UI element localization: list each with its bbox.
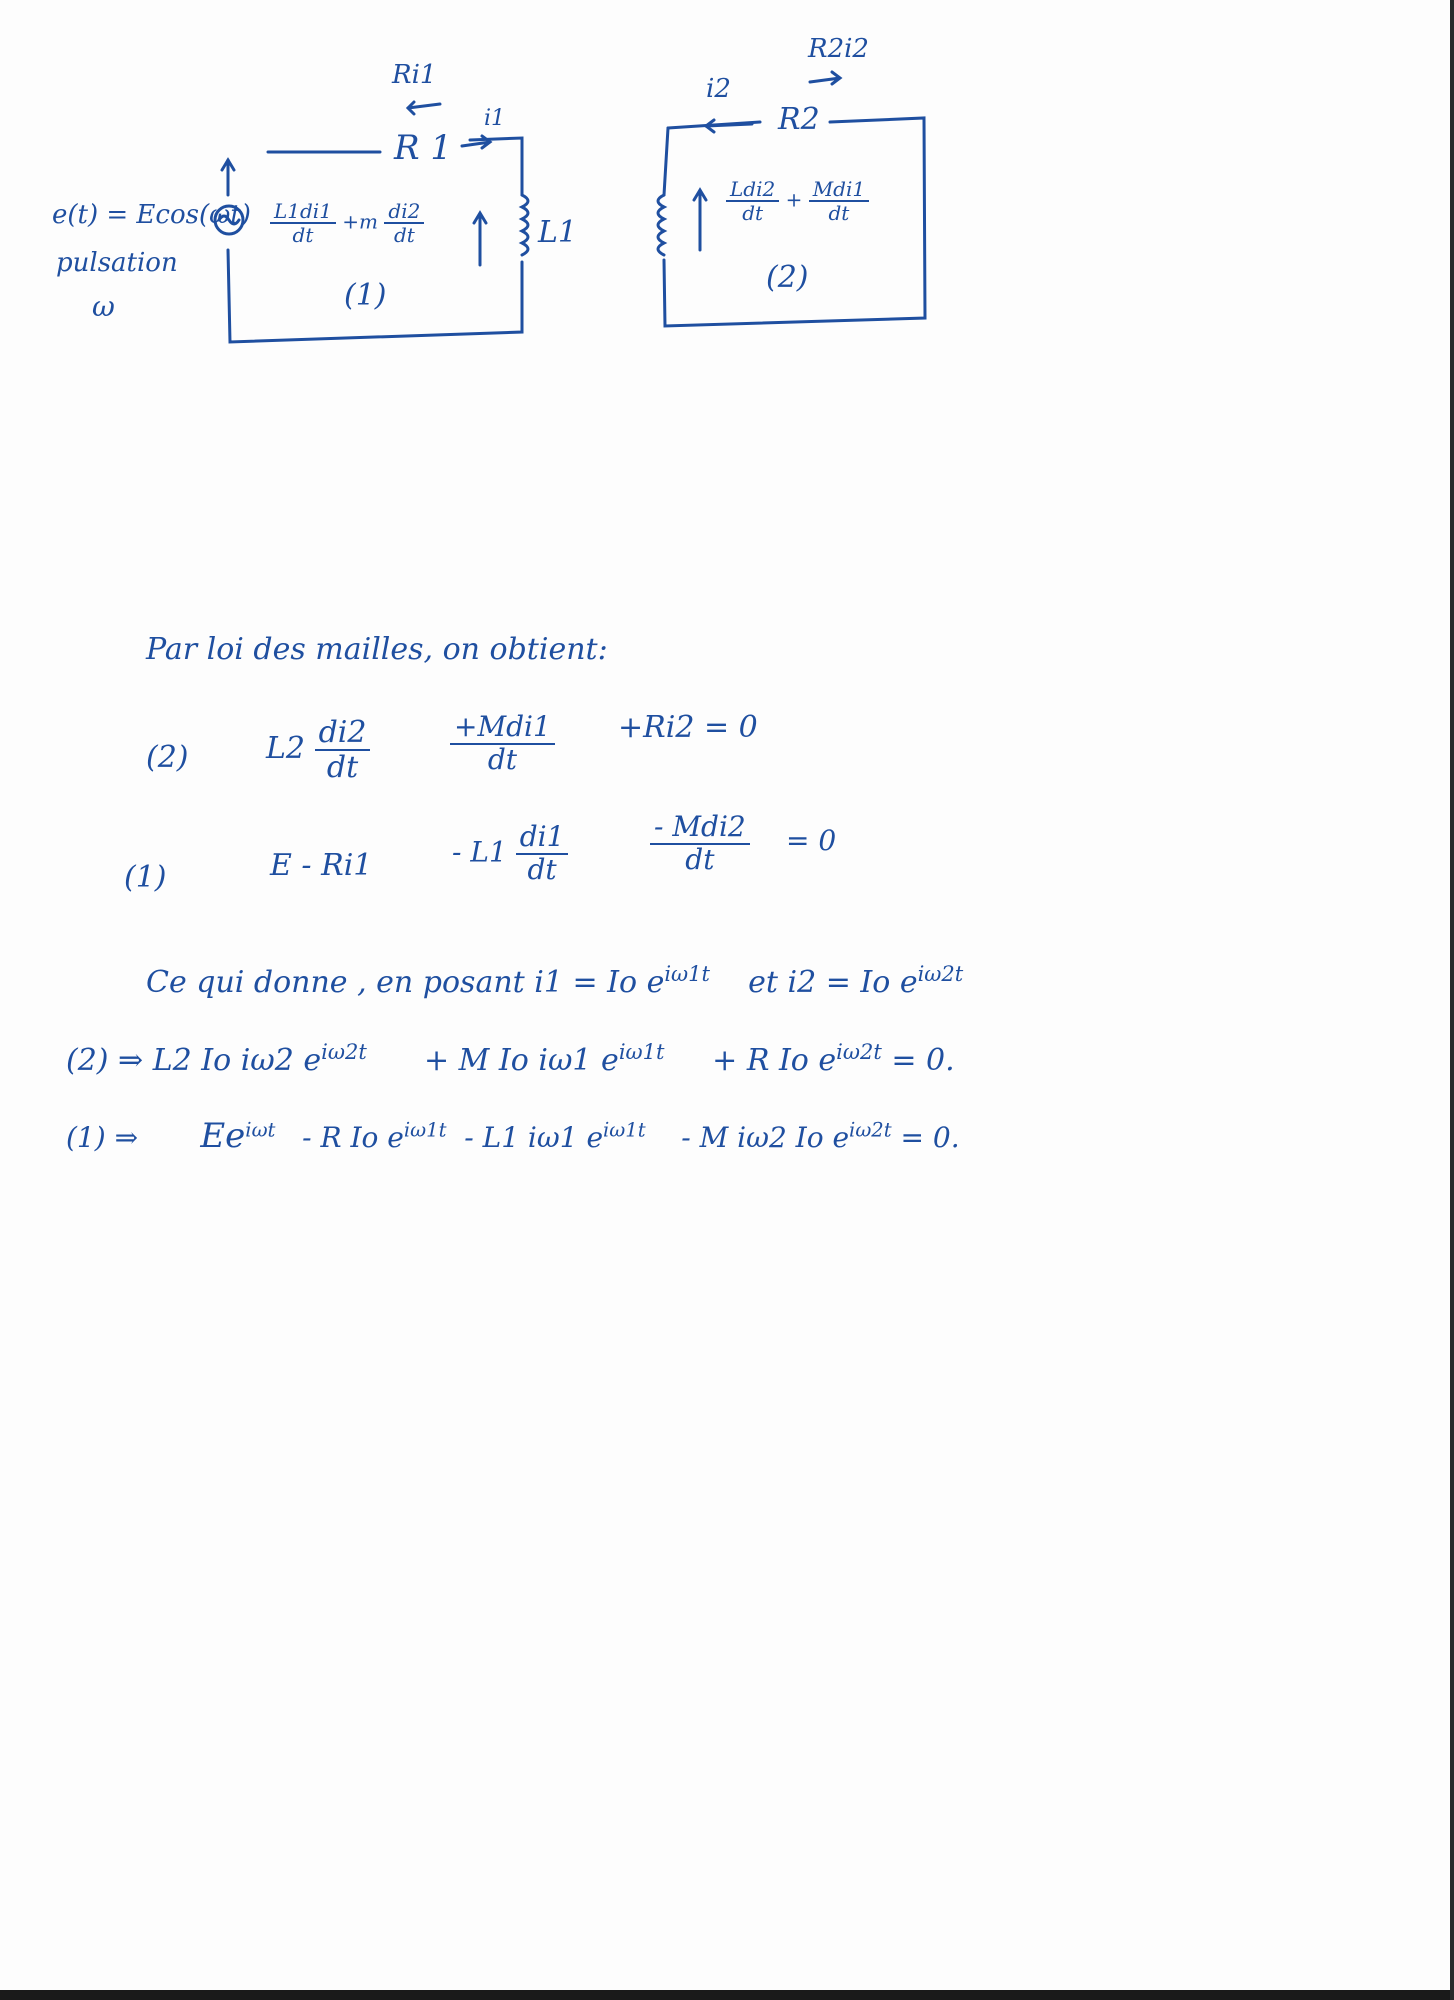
eq2-term-a: L2 $\frac{di2}{dt}$: [266, 716, 370, 784]
mesh-2-label: (2): [766, 260, 809, 295]
eq1-label: (1): [124, 860, 167, 895]
current-i1-label: i1: [484, 106, 506, 131]
inductor-l1: [522, 195, 528, 255]
eq2-term-c: +Ri2 = 0: [618, 710, 758, 745]
scan-edge-right: [1450, 0, 1454, 2000]
equation-line-2: (2) ⇒ L2 Io iω2 $e^{i\omega 2t}$ + M Io iω1 $e^{i\omega 1t}$ + R Io $e^{i\omega 2t} = 0$.: [66, 1040, 955, 1078]
eq2-label: (2): [146, 740, 189, 775]
eq1-term-d: = 0: [786, 824, 837, 857]
wire: [470, 138, 522, 195]
eq1-term-b: - L1 $\frac{di1}{dt}$: [452, 822, 568, 886]
equation-line-1: (1) ⇒ $Ee^{i\omega t}$ - R Io $e^{i\omega 1t} - L1$ iω1 $e^{i\omega 1t}$ - M iω2 Io $e^{i\omega 2t} = 0$.: [66, 1116, 960, 1156]
resistor-r1-label: R 1: [394, 128, 453, 168]
mesh-1-label: (1): [344, 278, 387, 313]
pulsation-label: pulsation: [56, 248, 178, 278]
intro-text: Par loi des mailles, on obtient:: [146, 632, 608, 667]
resistor-drop-label-2: R2i2: [808, 34, 869, 64]
resistor-drop-label-1: Ri1: [392, 60, 437, 90]
inductor-l1-label: L1: [538, 215, 578, 250]
source-label: e(t) = Ecos(ωt): [52, 200, 251, 230]
eq2-term-b: $\frac{\text{+Mdi1}}{dt}$: [450, 712, 555, 776]
omega-label: ω: [92, 290, 115, 323]
current-i2-label: i2: [706, 74, 731, 104]
inductor-l2: [658, 195, 664, 255]
emf-label-2: $\frac{\text{Ldi2}}{dt}$ + $\frac{\text{Mdi1}}{dt}$: [726, 178, 869, 224]
scan-edge-bottom: [0, 1990, 1454, 2000]
eq1-term-a: E - Ri1: [270, 848, 373, 883]
sentence-line: Ce qui donne , en posant i1 = Io $e^{i\omega 1t}$ et i2 = Io $e^{i\omega 2t}$: [146, 962, 964, 1000]
eq1-term-c: $\frac{\text{- Mdi2}}{dt}$: [650, 812, 750, 876]
emf-label-1: $\frac{L1di1}{dt}$ +m $\frac{di2}{dt}$: [270, 200, 424, 246]
resistor-r2-label: R2: [778, 102, 820, 137]
